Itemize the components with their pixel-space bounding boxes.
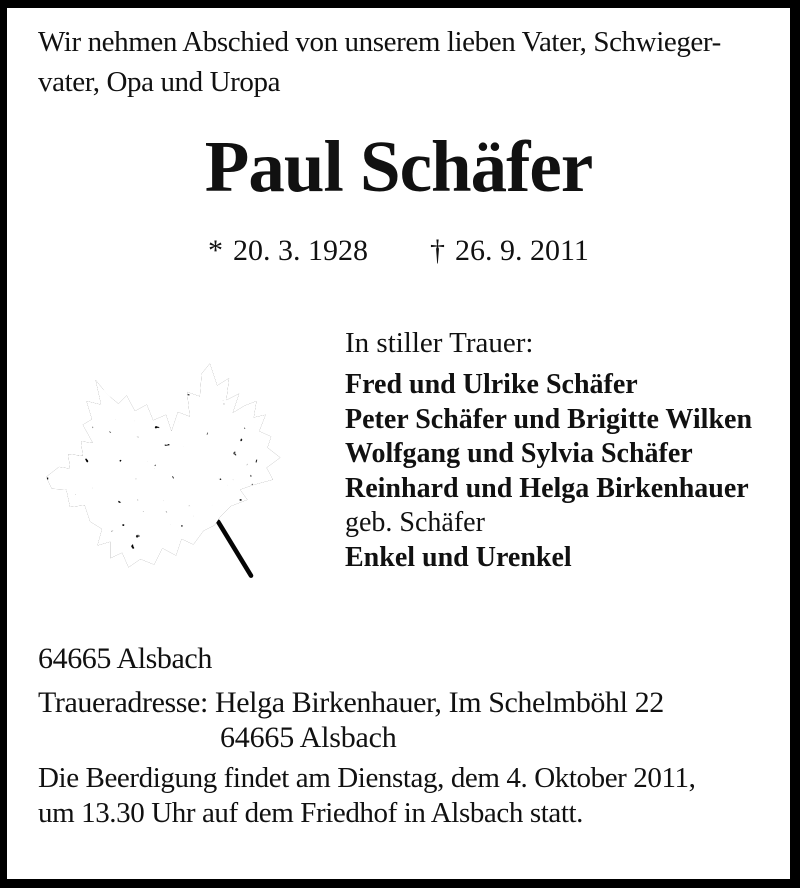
city-line: 64665 Alsbach xyxy=(38,642,212,675)
death-cross-symbol: † xyxy=(430,234,446,267)
deceased-name: Paul Schäfer xyxy=(204,126,593,207)
intro-text xyxy=(38,22,721,102)
death-date-item xyxy=(430,234,589,268)
intro-line-1: Wir nehmen Abschied von unserem lieben Vater, Schwieger- xyxy=(38,26,721,58)
birth-star-symbol: * xyxy=(208,234,224,267)
life-dates xyxy=(7,234,790,268)
mourning-heading: In stiller Trauer: xyxy=(345,327,534,359)
mourning-address-line-2: 64665 Alsbach xyxy=(220,721,397,754)
funeral-info-line-2: um 13.30 Uhr auf dem Friedhof in Alsbach statt. xyxy=(38,797,584,829)
maple-leaf-graphic xyxy=(38,350,294,580)
funeral-info-line-1: Die Beerdigung findet am Dienstag, dem 4. Oktober 2011, xyxy=(38,762,696,794)
mourning-section xyxy=(345,327,752,575)
mourner-line-maiden-name: geb. Schäfer xyxy=(345,507,485,538)
intro-line-2: vater, Opa und Uropa xyxy=(38,66,281,98)
mourner-line: Wolfgang und Sylvia Schäfer xyxy=(345,438,693,469)
mourner-line: Peter Schäfer und Brigitte Wilken xyxy=(345,403,753,435)
mourner-line: Reinhard und Helga Birkenhauer xyxy=(345,472,749,504)
birth-date: 20. 3. 1928 xyxy=(233,234,369,267)
maple-leaf-icon xyxy=(38,350,294,580)
death-date: 26. 9. 2011 xyxy=(455,234,589,267)
obituary-paper xyxy=(7,8,790,879)
mourner-line-grandchildren: Enkel und Urenkel xyxy=(345,541,572,573)
birth-date-item xyxy=(208,234,368,268)
mourning-address-line-1: Traueradresse: Helga Birkenhauer, Im Schelmböhl 22 xyxy=(38,686,664,719)
mourner-line: Fred und Ulrike Schäfer xyxy=(345,369,638,400)
mourner-list xyxy=(345,368,752,575)
